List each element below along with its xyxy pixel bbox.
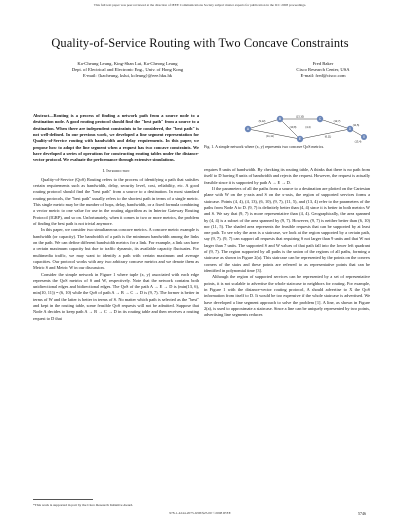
edge-label: (13,4)	[354, 140, 362, 143]
edge-label: (6,11)	[324, 135, 332, 139]
node-label: X	[362, 135, 366, 140]
section-heading: I. Introduction	[102, 167, 130, 173]
footnote: *This work is supported in part by the Cisco Research Initiative Award.	[33, 503, 134, 507]
paragraph: Although the region of supported services can be represented by a set of representative points, it is not scalable to advertise the whole staircase to neighbors for routing. For example, in Figure 1 with the distance-vector routing protocol, A should advertise to X the QoS information from itself to D. It would be too expensive if the whole staircase is advertised. We have developed a line segment approach to solve the problem [1]. A line, as shown in Figure 2(a), is used to approximate a staircase. Since a line can be uniquely represented by two points, advertising line segments reduces	[204, 274, 370, 318]
edge-label: (4,4)	[305, 126, 311, 129]
node-label: D	[348, 127, 352, 132]
edge-label: (12,7)	[333, 120, 341, 123]
edge-label: (11,5)	[352, 124, 360, 127]
author-affiliation: Cisco Research Center, USA	[296, 67, 350, 73]
node-label: B	[278, 117, 282, 122]
right-column	[204, 167, 370, 319]
author-block-2	[268, 61, 378, 80]
author-email: E-mail: {kacheung, kslui, kcleung}@eee.hku.hk	[82, 73, 173, 79]
node-label: A	[246, 127, 250, 132]
edge-label: (9,12)	[258, 120, 266, 123]
author-affiliation: Dept. of Electrical and Electronic Eng., Univ. of Hong Kong	[71, 67, 184, 73]
paper-title: Quality-of-Service Routing with Two Concave Constraints	[51, 36, 349, 50]
edge-label: (13,10)	[295, 115, 305, 119]
author-names: Ka-Cheung Leung, King-Shan Lui, Ka-Cheong Leung	[77, 61, 178, 66]
paragraph: requires 8 units of bandwidth. By checking its routing table, A thinks that there is no path from itself to D having 8 units of bandwidth and rejects the request. However, the request is actually feasible since it is supported by path A → E → D.	[204, 167, 370, 185]
paragraph: Consider the simple network in Figure 1 where tuple (x, y) associated with each edge represents the QoS metrics of S and W, respectively. Note that the network contains both unidirectional edges and bidirectional edges. The QoS of the path A → E → D is (min(13, 6), min(10, 11)) = (6, 10) while the QoS of path A → B → C → D is (9, 7). The former is better in terms of W and the latter is better in terms of S. No matter which path is selected as the "best" and kept in the routing table, some feasible QoS requests will not be admitted. Suppose that Node A decides to keep path A → B → C → D in its routing table and then receives a routing request to D that	[33, 271, 199, 321]
left-column	[33, 113, 199, 322]
page-number: 5746	[358, 511, 366, 516]
copyright-line: 978-1-4244-2075-9/08/$25.00 ©2008 IEEE	[169, 511, 231, 515]
header-note: This full text paper was peer reviewed at the direction of IEEE Communications Society subject matter experts for publication in the ICC 2008 proceedings.	[93, 3, 307, 7]
paragraph: In this paper, we consider two simultaneous concave metrics. A concave metric example is bandwidth (or capacity). The bandwidth of a path is the minimum bandwidth among the links on the path. We can define different bandwidth metrics for a link. For example, a link can have a certain maximum capacity but due to traffic dynamic, its available capacity fluctuates. For multimedia traffic, we may want to identify a path with certain maximum and average capacities. Our protocol works with any two arbitrary concave metrics and we denote them as Metric S and Metric W in our discussion.	[33, 227, 199, 271]
figure-caption: Fig. 1. A simple network where (x, y) represents two concave QoS metrics.	[204, 144, 325, 149]
edge-label: (11,11)	[266, 135, 274, 138]
abstract: Abstract—Routing is a process of finding a network path from a source node to a destination node. A good routing protocol should find the "best path" from a source to a destination. When there are independent constraints to be considered, the "best path" is not well-defined. In our previous work, we developed a line segment representation for Quality-of-Service routing with bandwidth and delay requirements. In this paper, we propose how to adopt the line segment when a request has two concave constraints. We have developed a series of operations for constructing routing tables under the distance-vector protocol. We evaluate the performance through extensive simulations.	[33, 113, 199, 163]
paragraph: Quality-of-Service (QoS) Routing refers to the process of identifying a path that satisfies certain requirements such as bandwidth, delay, security level, cost, reliability, etc. A good routing protocol should find the "best path" from a source to a destination. In most standard routing protocols, the "best path" usually refers to the shortest path in terms of a single metric. This single metric may be the number of hops, delay, bandwidth, or a fixed formula combining a vector metric to one value for use in the routing algorithm as in Interior Gateway Routing Protocol (IGRP), and so on. Unfortunately, when it comes to two or more metrics, the problem of finding the best path is not trivial anymore.	[33, 176, 199, 226]
author-names: Fred Baker	[312, 61, 334, 66]
node-label: E	[298, 137, 302, 142]
footnote-rule	[33, 499, 93, 500]
paragraph: If the parameters of all the paths from a source to a destination are plotted on the Cartesian plane with W on the y-axis and S on the x-axis, the region of supported services forms a staircase. Points (4, 4), (4, 13), (6, 10), (9, 7), (11, 5), and (13, 4) refer to the parameters of the paths from Node A to D. (9, 7) is definitely better than (4, 4) since it is better in both metrics W and S. We say that (9, 7) is more representative than (4, 4). Geographically, the area spanned by (4, 4) is a subset of the area spanned by (9, 7). However, (9, 7) is neither better than (6, 10) nor (11, 5). The shaded area represents the feasible requests that can be supported by at least one path. To see why the area is a staircase, we look at the region supported by a certain path, say (9, 7). (9, 7) can support all requests that requiring S not larger than 9 units and that W not larger than 7 units. The supported S and W values of that path fall into the lower left quadrant of (9, 7). The region supported by all paths is the union of the regions of all paths, forming a staircase as shown in Figure 2(a). This staircase can be represented by the points on the convex corners of the stairs and these points are referred to as representative points that can be identified in polynomial time [3].	[204, 185, 370, 273]
edge-label: (10,8)	[289, 126, 297, 129]
node-label: C	[318, 117, 322, 122]
author-block-1	[40, 61, 215, 80]
author-email: E-mail: fred@cisco.com	[300, 73, 346, 79]
network-figure	[240, 115, 368, 143]
